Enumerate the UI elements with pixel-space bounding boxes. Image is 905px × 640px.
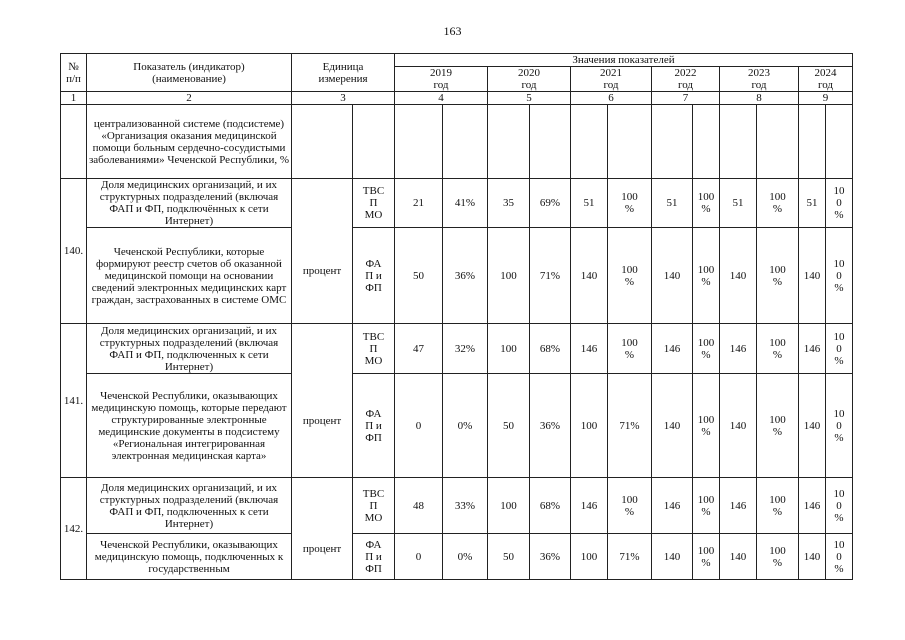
value-cell: 10 0 % <box>826 374 853 478</box>
empty-cell <box>395 105 443 179</box>
value-cell: 51 <box>652 179 693 228</box>
value-cell: 140 <box>720 534 757 580</box>
empty-cell <box>443 105 488 179</box>
table-row <box>61 534 853 580</box>
value-cell: 100 % <box>608 179 652 228</box>
indicator-text-top: Доля медицинских организаций, и их структурных подразделений (включая ФАП и ФП, подключенных к сети Интернет) <box>87 324 292 374</box>
value-cell: 100 % <box>757 534 799 580</box>
value-cell: 100 <box>571 374 608 478</box>
value-cell: 140 <box>652 534 693 580</box>
value-cell: 146 <box>799 324 826 374</box>
table-row <box>61 179 853 228</box>
column-number: 5 <box>488 92 571 105</box>
empty-cell <box>652 105 693 179</box>
value-cell: 146 <box>652 478 693 534</box>
value-cell: 10 0 % <box>826 478 853 534</box>
value-cell: 36% <box>530 534 571 580</box>
empty-cell <box>353 105 395 179</box>
empty-cell <box>608 105 652 179</box>
value-cell: 146 <box>720 478 757 534</box>
header-year-6: 2024 год <box>799 67 853 92</box>
indicator-text-bottom: Чеченской Республики, которые формируют реестр счетов об оказанной медицинской помощи на основании сведений электронных медицинских карт граждан, застрахованных в системе ОМС <box>87 228 292 324</box>
value-cell: 140 <box>799 534 826 580</box>
table-row <box>61 374 853 478</box>
header-values: Значения показателей <box>395 54 853 67</box>
column-number: 8 <box>720 92 799 105</box>
header-year-2: 2020 год <box>488 67 571 92</box>
column-number: 6 <box>571 92 652 105</box>
value-cell: 48 <box>395 478 443 534</box>
value-cell: 100 % <box>608 478 652 534</box>
value-cell: 100 <box>488 228 530 324</box>
sub-category: ФА П и ФП <box>353 374 395 478</box>
value-cell: 68% <box>530 478 571 534</box>
header-year-5: 2023 год <box>720 67 799 92</box>
indicator-continuation: централизованной системе (подсистеме) «Организация оказания медицинской помощи больным сердечно-сосудистыми заболеваниями» Чеченской Республики, % <box>87 105 292 179</box>
table-row <box>61 478 853 534</box>
value-cell: 140 <box>652 374 693 478</box>
unit-cell: процент <box>292 478 353 580</box>
indicator-text-bottom: Чеченской Республики, оказывающих медицинскую помощь, которые передают структурированные электронные медицинские документы в подсистему «Региональная интегрированная электронная медицинская карта» <box>87 374 292 478</box>
empty-cell <box>693 105 720 179</box>
value-cell: 100 % <box>757 179 799 228</box>
unit-cell: процент <box>292 324 353 478</box>
value-cell: 100 % <box>757 228 799 324</box>
value-cell: 41% <box>443 179 488 228</box>
value-cell: 10 0 % <box>826 534 853 580</box>
empty-cell <box>720 105 757 179</box>
value-cell: 51 <box>799 179 826 228</box>
value-cell: 100 % <box>693 478 720 534</box>
indicator-text-bottom: Чеченской Республики, оказывающих медицинскую помощь, подключенных к государственным <box>87 534 292 580</box>
value-cell: 146 <box>799 478 826 534</box>
value-cell: 146 <box>652 324 693 374</box>
value-cell: 140 <box>571 228 608 324</box>
value-cell: 100 % <box>693 534 720 580</box>
value-cell: 10 0 % <box>826 228 853 324</box>
empty-cell <box>292 105 353 179</box>
value-cell: 100 % <box>757 324 799 374</box>
value-cell: 10 0 % <box>826 324 853 374</box>
row-num-cell <box>61 105 87 179</box>
header-unit: Единица измерения <box>292 54 395 92</box>
column-number: 2 <box>87 92 292 105</box>
value-cell: 146 <box>720 324 757 374</box>
value-cell: 51 <box>720 179 757 228</box>
empty-cell <box>488 105 530 179</box>
column-number: 3 <box>292 92 395 105</box>
value-cell: 50 <box>395 228 443 324</box>
header-year-4: 2022 год <box>652 67 720 92</box>
value-cell: 50 <box>488 534 530 580</box>
row-number: 142. <box>61 478 87 580</box>
value-cell: 33% <box>443 478 488 534</box>
value-cell: 140 <box>799 374 826 478</box>
value-cell: 100 % <box>693 228 720 324</box>
value-cell: 0 <box>395 374 443 478</box>
row-number: 141. <box>61 324 87 478</box>
empty-cell <box>571 105 608 179</box>
value-cell: 0% <box>443 374 488 478</box>
value-cell: 0% <box>443 534 488 580</box>
value-cell: 68% <box>530 324 571 374</box>
table-row <box>61 228 853 324</box>
value-cell: 10 0 % <box>826 179 853 228</box>
value-cell: 35 <box>488 179 530 228</box>
value-cell: 100 % <box>693 374 720 478</box>
indicators-table <box>60 53 853 580</box>
value-cell: 50 <box>488 374 530 478</box>
value-cell: 100 % <box>693 324 720 374</box>
value-cell: 100 % <box>693 179 720 228</box>
value-cell: 100 <box>571 534 608 580</box>
sub-category: ТВС П МО <box>353 179 395 228</box>
row-number: 140. <box>61 179 87 324</box>
value-cell: 140 <box>720 374 757 478</box>
column-number: 7 <box>652 92 720 105</box>
value-cell: 0 <box>395 534 443 580</box>
value-cell: 47 <box>395 324 443 374</box>
value-cell: 100 % <box>608 228 652 324</box>
value-cell: 100 % <box>608 324 652 374</box>
column-number: 4 <box>395 92 488 105</box>
value-cell: 140 <box>799 228 826 324</box>
value-cell: 100 % <box>757 478 799 534</box>
column-number: 1 <box>61 92 87 105</box>
value-cell: 21 <box>395 179 443 228</box>
value-cell: 140 <box>652 228 693 324</box>
value-cell: 51 <box>571 179 608 228</box>
value-cell: 71% <box>530 228 571 324</box>
value-cell: 100 % <box>757 374 799 478</box>
value-cell: 69% <box>530 179 571 228</box>
indicator-text-top: Доля медицинских организаций, и их структурных подразделений (включая ФАП и ФП, подключённых к сети Интернет) <box>87 179 292 228</box>
indicator-text-top: Доля медицинских организаций, и их структурных подразделений (включая ФАП и ФП, подключенных к сети Интернет) <box>87 478 292 534</box>
empty-cell <box>530 105 571 179</box>
sub-category: ФА П и ФП <box>353 534 395 580</box>
header-indicator: Показатель (индикатор) (наименование) <box>87 54 292 92</box>
value-cell: 36% <box>530 374 571 478</box>
empty-cell <box>799 105 826 179</box>
value-cell: 140 <box>720 228 757 324</box>
value-cell: 100 <box>488 324 530 374</box>
value-cell: 100 <box>488 478 530 534</box>
unit-cell: процент <box>292 179 353 324</box>
page-number: 163 <box>443 24 462 38</box>
header-year-1: 2019 год <box>395 67 488 92</box>
header-year-3: 2021 год <box>571 67 652 92</box>
value-cell: 36% <box>443 228 488 324</box>
value-cell: 146 <box>571 478 608 534</box>
empty-cell <box>826 105 853 179</box>
table-row <box>61 324 853 374</box>
empty-cell <box>757 105 799 179</box>
value-cell: 146 <box>571 324 608 374</box>
header-num: № п/п <box>61 54 87 92</box>
value-cell: 71% <box>608 534 652 580</box>
value-cell: 71% <box>608 374 652 478</box>
value-cell: 32% <box>443 324 488 374</box>
sub-category: ТВС П МО <box>353 478 395 534</box>
column-number: 9 <box>799 92 853 105</box>
sub-category: ФА П и ФП <box>353 228 395 324</box>
sub-category: ТВС П МО <box>353 324 395 374</box>
